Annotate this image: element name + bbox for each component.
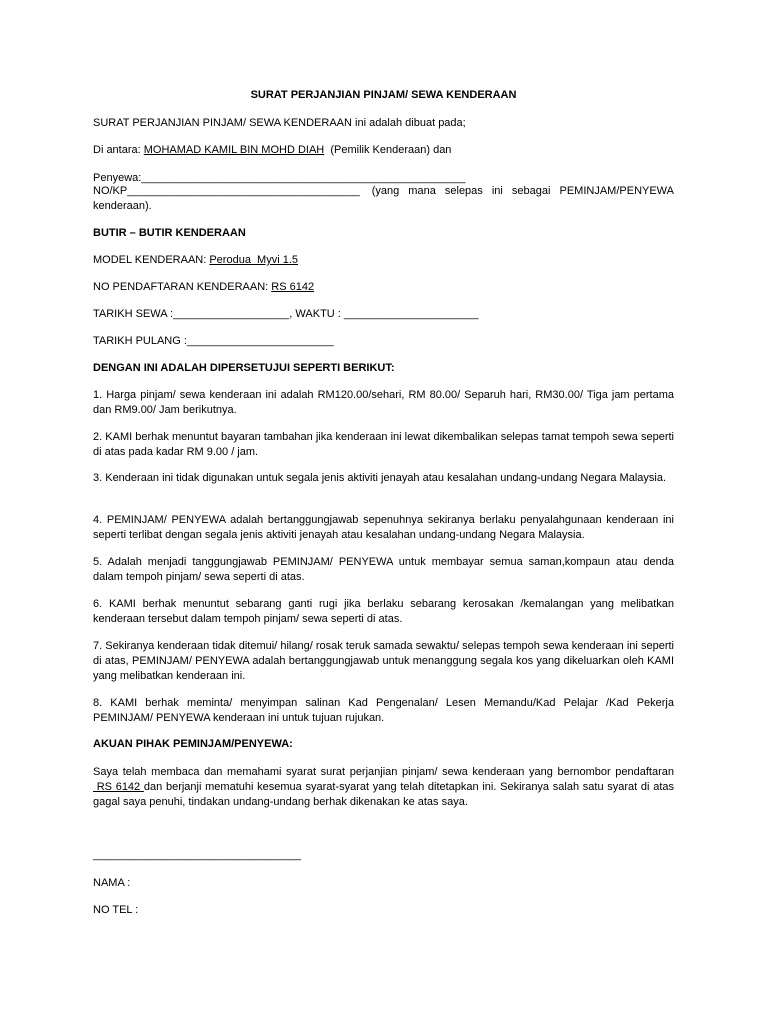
declaration-reg: RS 6142 [93, 781, 144, 793]
model-line [93, 253, 674, 268]
model-label: MODEL KENDERAAN: [93, 254, 210, 266]
return-date-line: TARIKH PULANG :________________________ [93, 335, 334, 347]
term-7: 7. Sekiranya kenderaan tidak ditemui/ hilang/ rosak teruk samada sewaktu/ selepas tempoh sewa kenderaan ini seperti di atas, PEMINJAM/ PENYEWA adalah bertanggungjawab untuk menanggung segala kos yang dikeluarkan oleh KAMI yang melibatkan kenderaan ini. [93, 640, 674, 682]
term-6: 6. KAMI berhak menuntut sebarang ganti rugi jika berlaku sebarang kerosakan /kemalangan yang melibatkan kenderaan tersebut dalam tempoh pinjam/ sewa seperti di atas. [93, 598, 674, 625]
term-5: 5. Adalah menjadi tanggungjawab PEMINJAM/ PENYEWA untuk membayar semua saman,kompaun atau denda dalam tempoh pinjam/ sewa seperti di atas. [93, 556, 674, 583]
term-8: 8. KAMI berhak meminta/ menyimpan salinan Kad Pengenalan/ Lesen Memandu/Kad Pelajar /Kad Pekerja PEMINJAM/ PENYEWA kenderaan ini untuk tujuan rujukan. [93, 697, 674, 724]
terms-heading: DENGAN INI ADALAH DIPERSETUJUI SEPERTI BERIKUT: [93, 362, 395, 374]
reg-line [93, 280, 674, 295]
declaration-text-before: Saya telah membaca dan memahami syarat surat perjanjian pinjam/ sewa kenderaan yang bernombor pendaftaran [93, 766, 674, 778]
nokp-line: NO/KP______________________________________ [93, 185, 360, 197]
declaration-heading: AKUAN PIHAK PEMINJAM/PENYEWA: [93, 738, 293, 750]
reg-value: RS 6142 [271, 281, 315, 293]
intro-text: SURAT PERJANJIAN PINJAM/ SEWA KENDERAAN ini adalah dibuat pada; [93, 117, 466, 129]
signature-line: __________________________________ [93, 849, 302, 861]
parties-prefix: Di antara: [93, 144, 144, 156]
rent-date-line: TARIKH SEWA :___________________, WAKTU : ______________________ [93, 308, 479, 320]
owner-name: MOHAMAD KAMIL BIN MOHD DIAH [143, 144, 325, 156]
term-3: 3. Kenderaan ini tidak digunakan untuk segala jenis aktiviti jenayah atau kesalahan undang-undang Negara Malaysia. [93, 472, 667, 484]
declaration-text-after: dan berjanji mematuhi kesemua syarat-syarat yang telah ditetapkan ini. Sekiranya salah satu syarat di atas gagal saya penuhi, tindakan undang-undang berhak dikenakan ke atas saya. [93, 781, 675, 808]
penyewa-line: Penyewa:_____________________________________________________ [93, 172, 466, 184]
term-4: 4. PEMINJAM/ PENYEWA adalah bertanggungjawab sepenuhnya sekiranya berlaku penyalahgunaan kenderaan ini seperti terlibat dengan segala jenis aktiviti jenayah atau kesalahan undang-undang Negara Malaysia. [93, 514, 674, 541]
phone-label: NO TEL : [93, 904, 139, 916]
nokp-note-cont: kenderaan). [93, 200, 152, 212]
document-title: SURAT PERJANJIAN PINJAM/ SEWA KENDERAAN [250, 89, 517, 101]
name-label: NAMA : [93, 877, 131, 889]
declaration-text [93, 765, 674, 810]
nokp-row [93, 184, 674, 199]
term-2: 2. KAMI berhak menuntut bayaran tambahan jika kenderaan ini lewat dikembalikan selepas tamat tempoh sewa seperti di atas pada kadar RM 9.00 / jam. [93, 431, 674, 458]
term-1: 1. Harga pinjam/ sewa kenderaan ini adalah RM120.00/sehari, RM 80.00/ Separuh hari, RM30.00/ Tiga jam pertama dan RM9.00/ Jam berikutnya. [93, 389, 674, 416]
vehicle-heading: BUTIR – BUTIR KENDERAAN [93, 227, 246, 239]
parties-line [93, 143, 674, 158]
parties-suffix: (Pemilik Kenderaan) dan [324, 144, 452, 156]
reg-label: NO PENDAFTARAN KENDERAAN: [93, 281, 272, 293]
model-value: Perodua Myvi 1.5 [209, 254, 298, 266]
nokp-note: (yang mana selepas ini sebagai PEMINJAM/PENYEWA [371, 185, 674, 197]
